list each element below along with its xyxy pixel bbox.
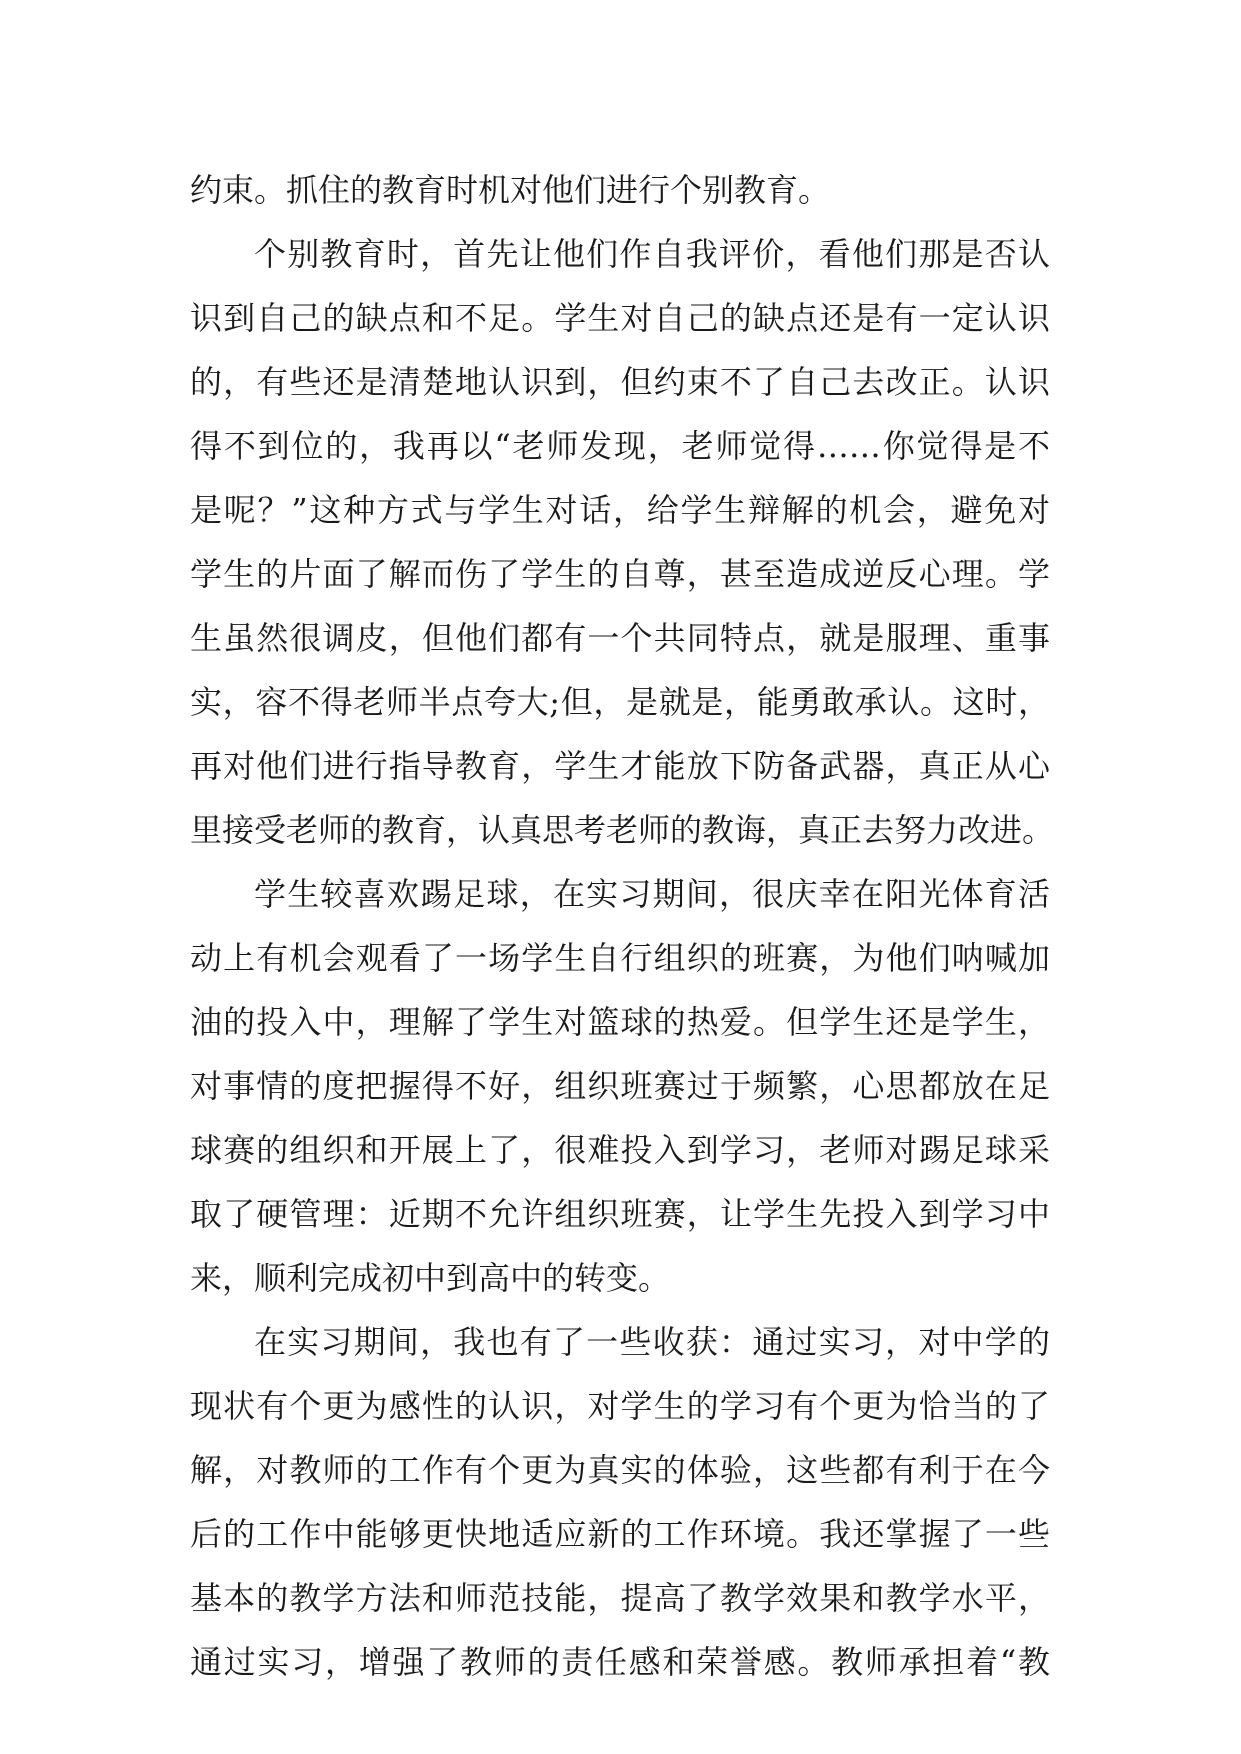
text-line: 球赛的组织和开展上了，很难投入到学习，老师对踢足球采	[190, 1131, 1050, 1169]
paragraph	[190, 862, 1050, 1310]
text-line: 学生的片面了解而伤了学生的自尊，甚至造成逆反心理。学	[190, 555, 1050, 593]
text-line: 得不到位的，我再以“老师发现，老师觉得……你觉得是不	[190, 427, 1050, 465]
text-line: 对事情的度把握得不好，组织班赛过于频繁，心思都放在足	[190, 1067, 1050, 1105]
text-line: 基本的教学方法和师范技能，提高了教学效果和教学水平，	[190, 1579, 1050, 1617]
text-line: 个别教育时，首先让他们作自我评价，看他们那是否认	[254, 235, 1050, 273]
paragraph	[190, 158, 1050, 222]
text-line: 学生较喜欢踢足球，在实习期间，很庆幸在阳光体育活	[254, 875, 1050, 913]
text-line: 的，有些还是清楚地认识到，但约束不了自己去改正。认识	[190, 363, 1050, 401]
text-line: 是呢？”这种方式与学生对话，给学生辩解的机会，避免对	[190, 491, 1050, 529]
text-line: 解，对教师的工作有个更为真实的体验，这些都有利于在今	[190, 1451, 1050, 1489]
text-line: 里接受老师的教育，认真思考老师的教诲，真正去努力改进。	[190, 811, 1055, 849]
text-line: 生虽然很调皮，但他们都有一个共同特点，就是服理、重事	[190, 619, 1050, 657]
text-line: 油的投入中，理解了学生对篮球的热爱。但学生还是学生，	[190, 1003, 1050, 1041]
text-line: 取了硬管理：近期不允许组织班赛，让学生先投入到学习中	[190, 1195, 1050, 1233]
text-line: 后的工作中能够更快地适应新的工作环境。我还掌握了一些	[190, 1515, 1050, 1553]
text-line: 识到自己的缺点和不足。学生对自己的缺点还是有一定认识	[190, 299, 1050, 337]
paragraph	[190, 1310, 1050, 1694]
text-line: 再对他们进行指导教育，学生才能放下防备武器，真正从心	[190, 747, 1050, 785]
text-line: 来，顺利完成初中到高中的转变。	[190, 1259, 671, 1297]
body-text	[190, 158, 1055, 1694]
text-line: 在实习期间，我也有了一些收获：通过实习，对中学的	[254, 1323, 1050, 1361]
paragraph	[190, 222, 1055, 862]
text-line: 约束。抓住的教育时机对他们进行个别教育。	[190, 171, 831, 209]
text-line: 现状有个更为感性的认识，对学生的学习有个更为恰当的了	[190, 1387, 1050, 1425]
text-line: 动上有机会观看了一场学生自行组织的班赛，为他们呐喊加	[190, 939, 1050, 977]
text-line: 通过实习，增强了教师的责任感和荣誉感。教师承担着“教	[190, 1643, 1050, 1681]
text-line: 实，容不得老师半点夸大;但，是就是，能勇敢承认。这时，	[190, 683, 1050, 721]
